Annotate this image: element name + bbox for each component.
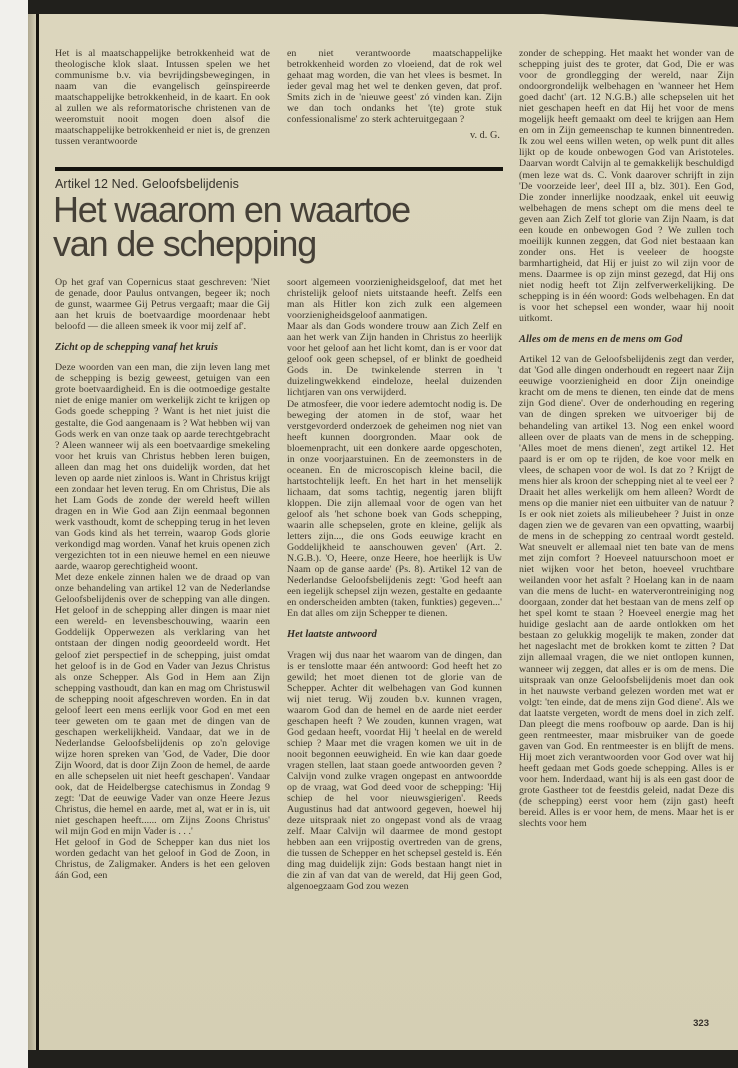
paragraph: Op het graf van Copernicus staat geschreven: 'Niet de genade, door Paulus ontvangen, begeer ik; noch de gunst, waarmee Gij Petrus vergaaft; maar die Gij aan het kruis de boetvaardige moordenaar hebt beloofd — die alleen smeek ik voor mij zelf af'. bbox=[55, 277, 270, 333]
paragraph: De atmosfeer, die voor iedere ademtocht nodig is. De beweging der atomen in de stof, waar het verstgevorderd onderzoek de geheimen nog niet van heeft kunnen doorgronden. Maar ook de bloemenpracht, uit een donkere aarde opgeschoten, in onze voorjaarstuinen. En de zeemonsters in de oceanen. En de microscopisch kleine bacil, die hartstochtelijk leeft. En het hart in het menselijk lichaam, dat soms tachtig, negentig jaren blijft kloppen. Die zijn allemaal voor de ogen van het geloof als 'het schone boek van Gods schepping, waarin alle schepselen, grote en kleine, gelijk als letters zijn..., die ons Gods eeuwige kracht en Goddelijkheid te aanschouwen geven' (Art. 2. N.G.B.). 'O, Heere, onze Heere, hoe heerlijk is Uw Naam op de ganse aarde' (Ps. 8). Artikel 12 van de Nederlandse Geloofsbelijdenis zegt: 'God heeft aan een iegelijk schepsel zijn wezen, gestalte en gedaante en onderscheiden ambten (taken, funkties) gegeven...' En dat alles om zijn Schepper te dienen. bbox=[287, 398, 502, 620]
prev-article-column-right bbox=[287, 48, 502, 141]
paragraph: Artikel 12 van de Geloofsbelijdenis zegt dan verder, dat 'God alle dingen onderhoudt en regeert naar Zijn eeuwige voorzienigheid en door Zijn oneindige kracht om de mens te dienen, ten einde dat de mens zijn God diene'. Over de onderhouding en regering van de dingen spreken we uitvoeriger bij de behandeling van artikel 13. Nog een enkel woord alleen over de plaats van de mens in de schepping. 'Alles moet de mens dienen', zegt artikel 12. Het paard is er om op te rijden, de koe voor melk en vlees, de schapen voor de wol. Is dat zo ? Krijgt de mens hier als kroon der schepping niet al te veel eer ? Draait het alles werkelijk om hem alleen? Wordt de mens op die manier niet een uitbuiter van de natuur ? Is er ook niet zoiets als milieubeheer ? Juist in onze dagen zien we de gevaren van een opvatting, waarbij de mens in de schepping zo centraal wordt gesteld. Wat sneuvelt er allemaal niet ten bate van de mens met zijn comfort ? Hoeveel natuurschoon moet er niet wijken voor het beton, hoeveel vruchtbare weilanden voor het asfalt ? Hoelang kan in de naam van die mens de lucht- en waterverontreiniging nog doorgaan, zonder dat het bestaan van de mens zelf op het spel komt te staan ? Hoeveel energie mag het huidige geslacht aan de aarde ontlokken om het bestaan zo gelukkig mogelijk te maken, zonder dat het nageslacht met de brokken komt te zitten ? Dat zijn allemaal vragen, die we niet ontlopen kunnen, wanneer wij zeggen, dat alles er is om de mens. Die uitspraak van onze Geloofsbelijdenis moet dan ook in het nauwste verband gelezen worden met wat er volgt: 'ten einde, dat de mens zijn God diene'. Als we dat laatste vergeten, wordt de mens doel in zich zelf. Dan pleegt die mens roofbouw op aarde. Dan is hij geen rentmeester, maar misbruiker van de goede gaven van God. En rentmeester is en blijft de mens. Hij moet zich verantwoorden voor God over wat hij heeft gedaan met Gods goede schepping. Alles is er voor hem. Inderdaad, want hij is als een gast door de grote Gastheer tot de feestdis geleid, nadat Deze dis (de schepping) eerst voor hem (zijn gast) heeft bereid. Alles is er voor hem, de mens. Maar het is er slechts voor hem bbox=[519, 354, 734, 830]
paragraph: Maar als dan Gods wondere trouw aan Zich Zelf en aan het werk van Zijn handen in Christus zo heerlijk voor het geloof aan het licht komt, dan is er voor dat geloof ook geen schepsel, of er blinkt de goedheid Gods in. De twinkelende sterren in 't duizelingwekkend eindeloze, heelal duizenden lichtjaren van ons verwijderd. bbox=[287, 321, 502, 399]
article-title bbox=[53, 189, 523, 264]
article-title-line1: Het waarom en waartoe bbox=[53, 189, 410, 230]
article-column-2 bbox=[287, 277, 502, 893]
paper-corner-shadow bbox=[543, 14, 738, 27]
author-signature: v. d. G. bbox=[469, 130, 500, 142]
scan-edge-top bbox=[28, 0, 738, 14]
article-column-1 bbox=[55, 277, 270, 881]
paragraph: Vragen wij dus naar het waarom van de dingen, dan is er tenslotte maar één antwoord: God heeft het zo gewild; het moet dienen tot de glorie van de Schepper. Achter dit welbehagen van God kunnen wij niet terug. Wij zouden b.v. kunnen vragen, waarom God dan de hemel en de aarde niet eerder geschapen heeft ? We zouden, kunnen vragen, wat God gedaan heeft, voordat Hij 't heelal en de wereld schiep ? Maar met die vragen komen we uit in de nooit begonnen eeuwigheid. En wie kan daar goede vragen stellen, laat staan goede antwoorden geven ? Calvijn vond zulke vragen ongepast en antwoordde op de vraag, wat God deed voor de schepping: 'Hij schiep de hel voor nieuwsgierigen'. Reeds Augustinus had dat antwoord gegeven, hoewel hij deze uitspraak niet zo ongepast vond als de vraag zelf. Maar Calvijn wil daarmee de mond gestopt hebben aan een vrijpostig overtreden van de grens, die tussen de Schepper en het schepsel gesteld is. Eén ding mag duidelijk zijn: Gods bestaan hangt niet in die zin af van dat van de wereld, dat Hij geen God, algenoegzaam God zou wezen bbox=[287, 649, 502, 893]
paragraph: Deze woorden van een man, die zijn leven lang met de schepping is bezig geweest, getuigen van een grote boetvaardigheid. En is die ootmoedige gestalte niet de enige manier om werkelijk zicht te krijgen op Gods goede schepping ? Want is het niet juist die gestalte, die God aangenaam is ? Wat hebben wij van Gods werk en van onze taak op aarde terechtgebracht ? Aleen wanneer wij als een boetvaardige smekeling voor het kruis van Christus hebben leren buigen, alleen dan mag het ons duidelijk worden, dat het leven op aarde niet zinloos is. Want in Christus krijgt een zondaar het leven terug. En om Christus, Die als het Lam Gods de zonde der wereld heeft willen dragen en in Wie God aan Zijn eenmaal begonnen werk vasthoudt, komt de schepping terug in het leven van Gods kind als het terrein, waarop Gods glorie verkondigd mag worden. Vanaf het kruis openen zich vergezichten tot in een nieuwe hemel en een nieuwe aarde, waarop gerechtigheid woont. bbox=[55, 362, 270, 573]
scan-edge-bottom bbox=[28, 1050, 738, 1068]
paragraph: soort algemeen voorzienigheidsgeloof, dat met het christelijk geloof niets uitstaande heeft. Zelfs een man als Hitler kon zich zulk een algemeen voorzienigheidsgeloof aanmatigen. bbox=[287, 277, 502, 322]
page-number: 323 bbox=[693, 1018, 709, 1029]
left-page-rule bbox=[36, 14, 39, 1050]
prev-article-column-left bbox=[55, 48, 270, 147]
section-heading: Het laatste antwoord bbox=[287, 629, 377, 641]
paper bbox=[28, 14, 738, 1050]
article-kicker: Artikel 12 Ned. Geloofsbelijdenis bbox=[55, 177, 239, 191]
article-title-line2: van de schepping bbox=[53, 223, 317, 264]
article-divider-rule bbox=[55, 167, 503, 171]
paragraph: zonder de schepping. Het maakt het wonder van de schepping juist des te groter, dat God, Die er was voor de grondlegging der wereld, naar Zijn ondoorgrondelijk welbehagen en 'wanneer het Hem goed dacht' (art. 12 N.G.B.) alle schepselen uit het niet geschapen heeft en dat Hij het voor de mens mogelijk heeft gemaakt om deel te krijgen aan Hem en om in Zijn gemeenschap te kunnen binnentreden. Ik zou wel eens willen weten, op welk punt dit alles lijkt op de koude onbewogen God van Aristoteles. Daarvan wordt Calvijn al te gemakkelijk beschuldigd (men leze wat ds. C. Vonk daarover schrijft in zijn 'De voorzeide leer', deel III a, blz. 301). Een God, Die zonder innerlijke noodzaak, enkel uit eeuwig welbehagen de mens schept om die mens deel te geven aan Zich Zelf tot glorie van Zijn Naam, is dat een koude en onbewogen God ? We zullen toch moeilijk kunnen zeggen, dat God niet bestaaan kan zonder ons. Het is veeleer de hoogste barmhartigheid, dat Hij er juist zo wil zijn voor de mens. Daarmee is op zijn minst gezegd, dat Hij ons niet nodig heeft tot Zijn zelfverwerkelijking. De schepping is in één woord: Gods welbehagen. En dat is voor het schepsel een wonder, waar hij nooit uitkomt. bbox=[519, 48, 734, 325]
section-heading: Zicht op de schepping vanaf het kruis bbox=[55, 342, 218, 354]
paragraph: en niet verantwoorde maatschappelijke betrokkenheid worden zo vloeiend, dat de rok wel gehaat mag worden, die van het vlees is besmet. In ieder geval mag het wel te denken geven, dat prof. Smits zich in de 'nieuwe geest' zó vinden kan. Zijn we dan toch ondanks het '(te) grote stuk confessionalisme' zo sterk achteruitgegaan ? bbox=[287, 48, 502, 126]
paragraph: Het is al maatschappelijke betrokkenheid wat de theologische klok slaat. Intussen spelen we het communisme b.v. via bevrijdingsbewegingen, in naam van die evangelisch geïnspireerde maatschappelijke betrokkenheid, in de kaart. En ook al zullen we als reformatorische christenen van de weeromstuit nooit mogen doen alsof die maatschappelijke betrokkenheid er niet is, de grenzen tussen verantwoorde bbox=[55, 48, 270, 148]
paragraph: Het geloof in God de Schepper kan dus niet los worden gedacht van het geloof in God de Zoon, in Christus, de Zaligmaker. Anders is het een geloven áán God, een bbox=[55, 837, 270, 882]
section-heading: Alles om de mens en de mens om God bbox=[519, 334, 683, 346]
article-column-3 bbox=[519, 48, 734, 829]
paragraph: Met deze enkele zinnen halen we de draad op van onze behandeling van artikel 12 van de Nederlandse Geloofsbelijdenis over de schepping van alle dingen. Het geloof in de schepping aller dingen is maar niet een wereld- en levensbeschouwing, waarin een Goddelijk Opperwezen als verklaring van het ontstaan der dingen nodig geoordeeld wordt. Het geloof ziet perspectief in de schepping, juist omdat het geloof is in de God en Vader van Jezus Christus als onze Schepper. Als God in Hem aan Zijn schepping vasthoudt, dan kan en mag om Christuswil de schepping nooit afgeschreven worden. En in dat geloof leert een mens eerlijk voor God en met een teer geweten om te gaan met de dingen van de geschapen werkelijkheid. Vandaar, dat we in de Nederlandse Geloofsbelijdenis op zo'n gelovige wijze horen spreken van 'God, de Vader, Die door Zijn Woord, dat is door Zijn Zoon de hemel, de aarde en alle schepselen uit niet heeft geschapen'. Vandaar ook, dat de Heidelbergse catechismus in Zondag 9 zegt: 'Dat de eeuwige Vader van onze Heere Jezus Christus, die hemel en aarde, met al, wat er in is, uit niet geschapen heeft...... om Zijns Zoons Christus' wil mijn God en mijn Vader is . . .' bbox=[55, 572, 270, 838]
